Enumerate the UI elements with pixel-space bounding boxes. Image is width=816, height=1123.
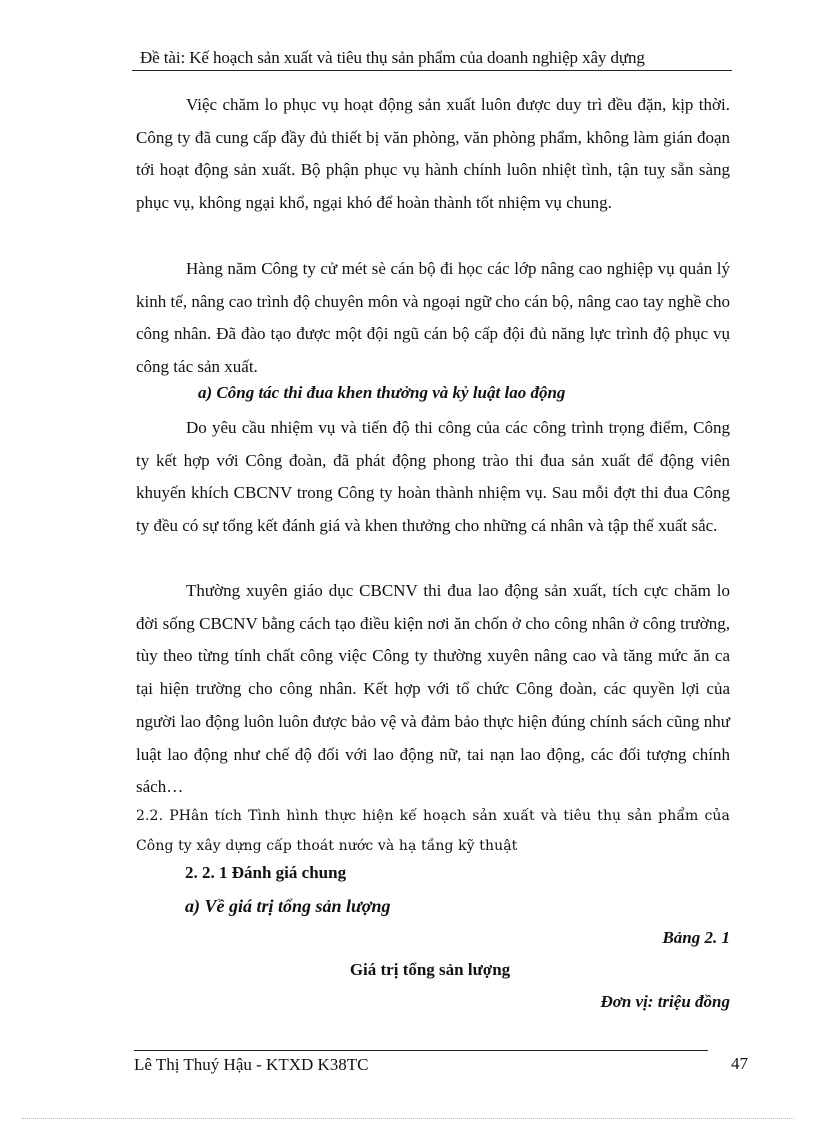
footer-rule — [134, 1050, 708, 1051]
page-number: 47 — [731, 1054, 748, 1073]
paragraph-1: Việc chăm lo phục vụ hoạt động sản xuất luôn được duy trì đều đặn, kịp thời. Công ty đã cung cấp đầy đủ thiết bị văn phòng, văn phòng phẩm, không làm gián đoạn tới hoạt động sản xuất. Bộ phận phục vụ hành chính luôn nhiệt tình, tận tuỵ sẵn sàng phục vụ, không ngại khổ, ngại khó để hoàn thành tốt nhiệm vụ chung. — [136, 95, 730, 213]
paragraph-3: Do yêu cầu nhiệm vụ và tiến độ thi công của các công trình trọng điểm, Công ty kết hợp với Công đoàn, đã phát động phong trào thi đua sản xuất để động viên khuyến khích CBCNV trong Công ty hoàn thành nhiệm vụ. Sau mỗi đợt thi đua Công ty đều có sự tổng kết đánh giá và khen thưởng cho những cá nhân và tập thể xuất sắc. — [136, 418, 730, 536]
footer-author: Lê Thị Thuý Hậu - KTXD K38TC — [134, 1055, 369, 1074]
table-unit: Đơn vị: triệu đồng — [600, 992, 730, 1011]
section-heading-2-2-1: 2. 2. 1 Đánh giá chung — [185, 863, 347, 882]
running-header-title: Đề tài: Kế hoạch sản xuất và tiêu thụ sản phẩm của doanh nghiệp xây dựng — [140, 48, 645, 67]
page-edge — [22, 1118, 794, 1119]
subheading-a: a) Công tác thi đua khen thưởng và kỷ luật lao động — [198, 383, 566, 402]
subheading-b: a) Về giá trị tổng sản lượng — [185, 896, 391, 916]
paragraph-2: Hàng năm Công ty cử mét sè cán bộ đi học các lớp nâng cao nghiệp vụ quản lý kinh tế, nâng cao trình độ chuyên môn và ngoại ngữ cho cán bộ, nâng cao tay nghề cho công nhân. Đã đào tạo được một đội ngũ cán bộ cấp đội đủ năng lực trình độ phục vụ công tác sản xuất. — [136, 259, 730, 377]
paragraph-4: Thường xuyên giáo dục CBCNV thi đua lao động sản xuất, tích cực chăm lo đời sống CBCNV bằng cách tạo điều kiện nơi ăn chốn ở cho công nhân ở công trường, tùy theo từng tính chất công việc Công ty thường xuyên nâng cao và tăng mức ăn ca tại hiện trường cho công nhân. Kết hợp với tổ chức Công đoàn, các quyền lợi của người lao động luôn luôn được bảo vệ và đảm bảo thực hiện đúng chính sách cũng như luật lao động như chế độ đối với lao động nữ, tai nạn lao động, các đối tượng chính sách… — [136, 581, 730, 797]
table-title: Giá trị tổng sản lượng — [349, 960, 511, 979]
table-number: Bảng 2. 1 — [662, 928, 730, 947]
section-heading-2-2: 2.2. PHân tích Tình hình thực hiện kế hoạch sản xuất và tiêu thụ sản phẩm của Công ty xây dựng cấp thoát nước và hạ tầng kỹ thuật — [136, 808, 730, 854]
header-rule — [132, 70, 732, 71]
